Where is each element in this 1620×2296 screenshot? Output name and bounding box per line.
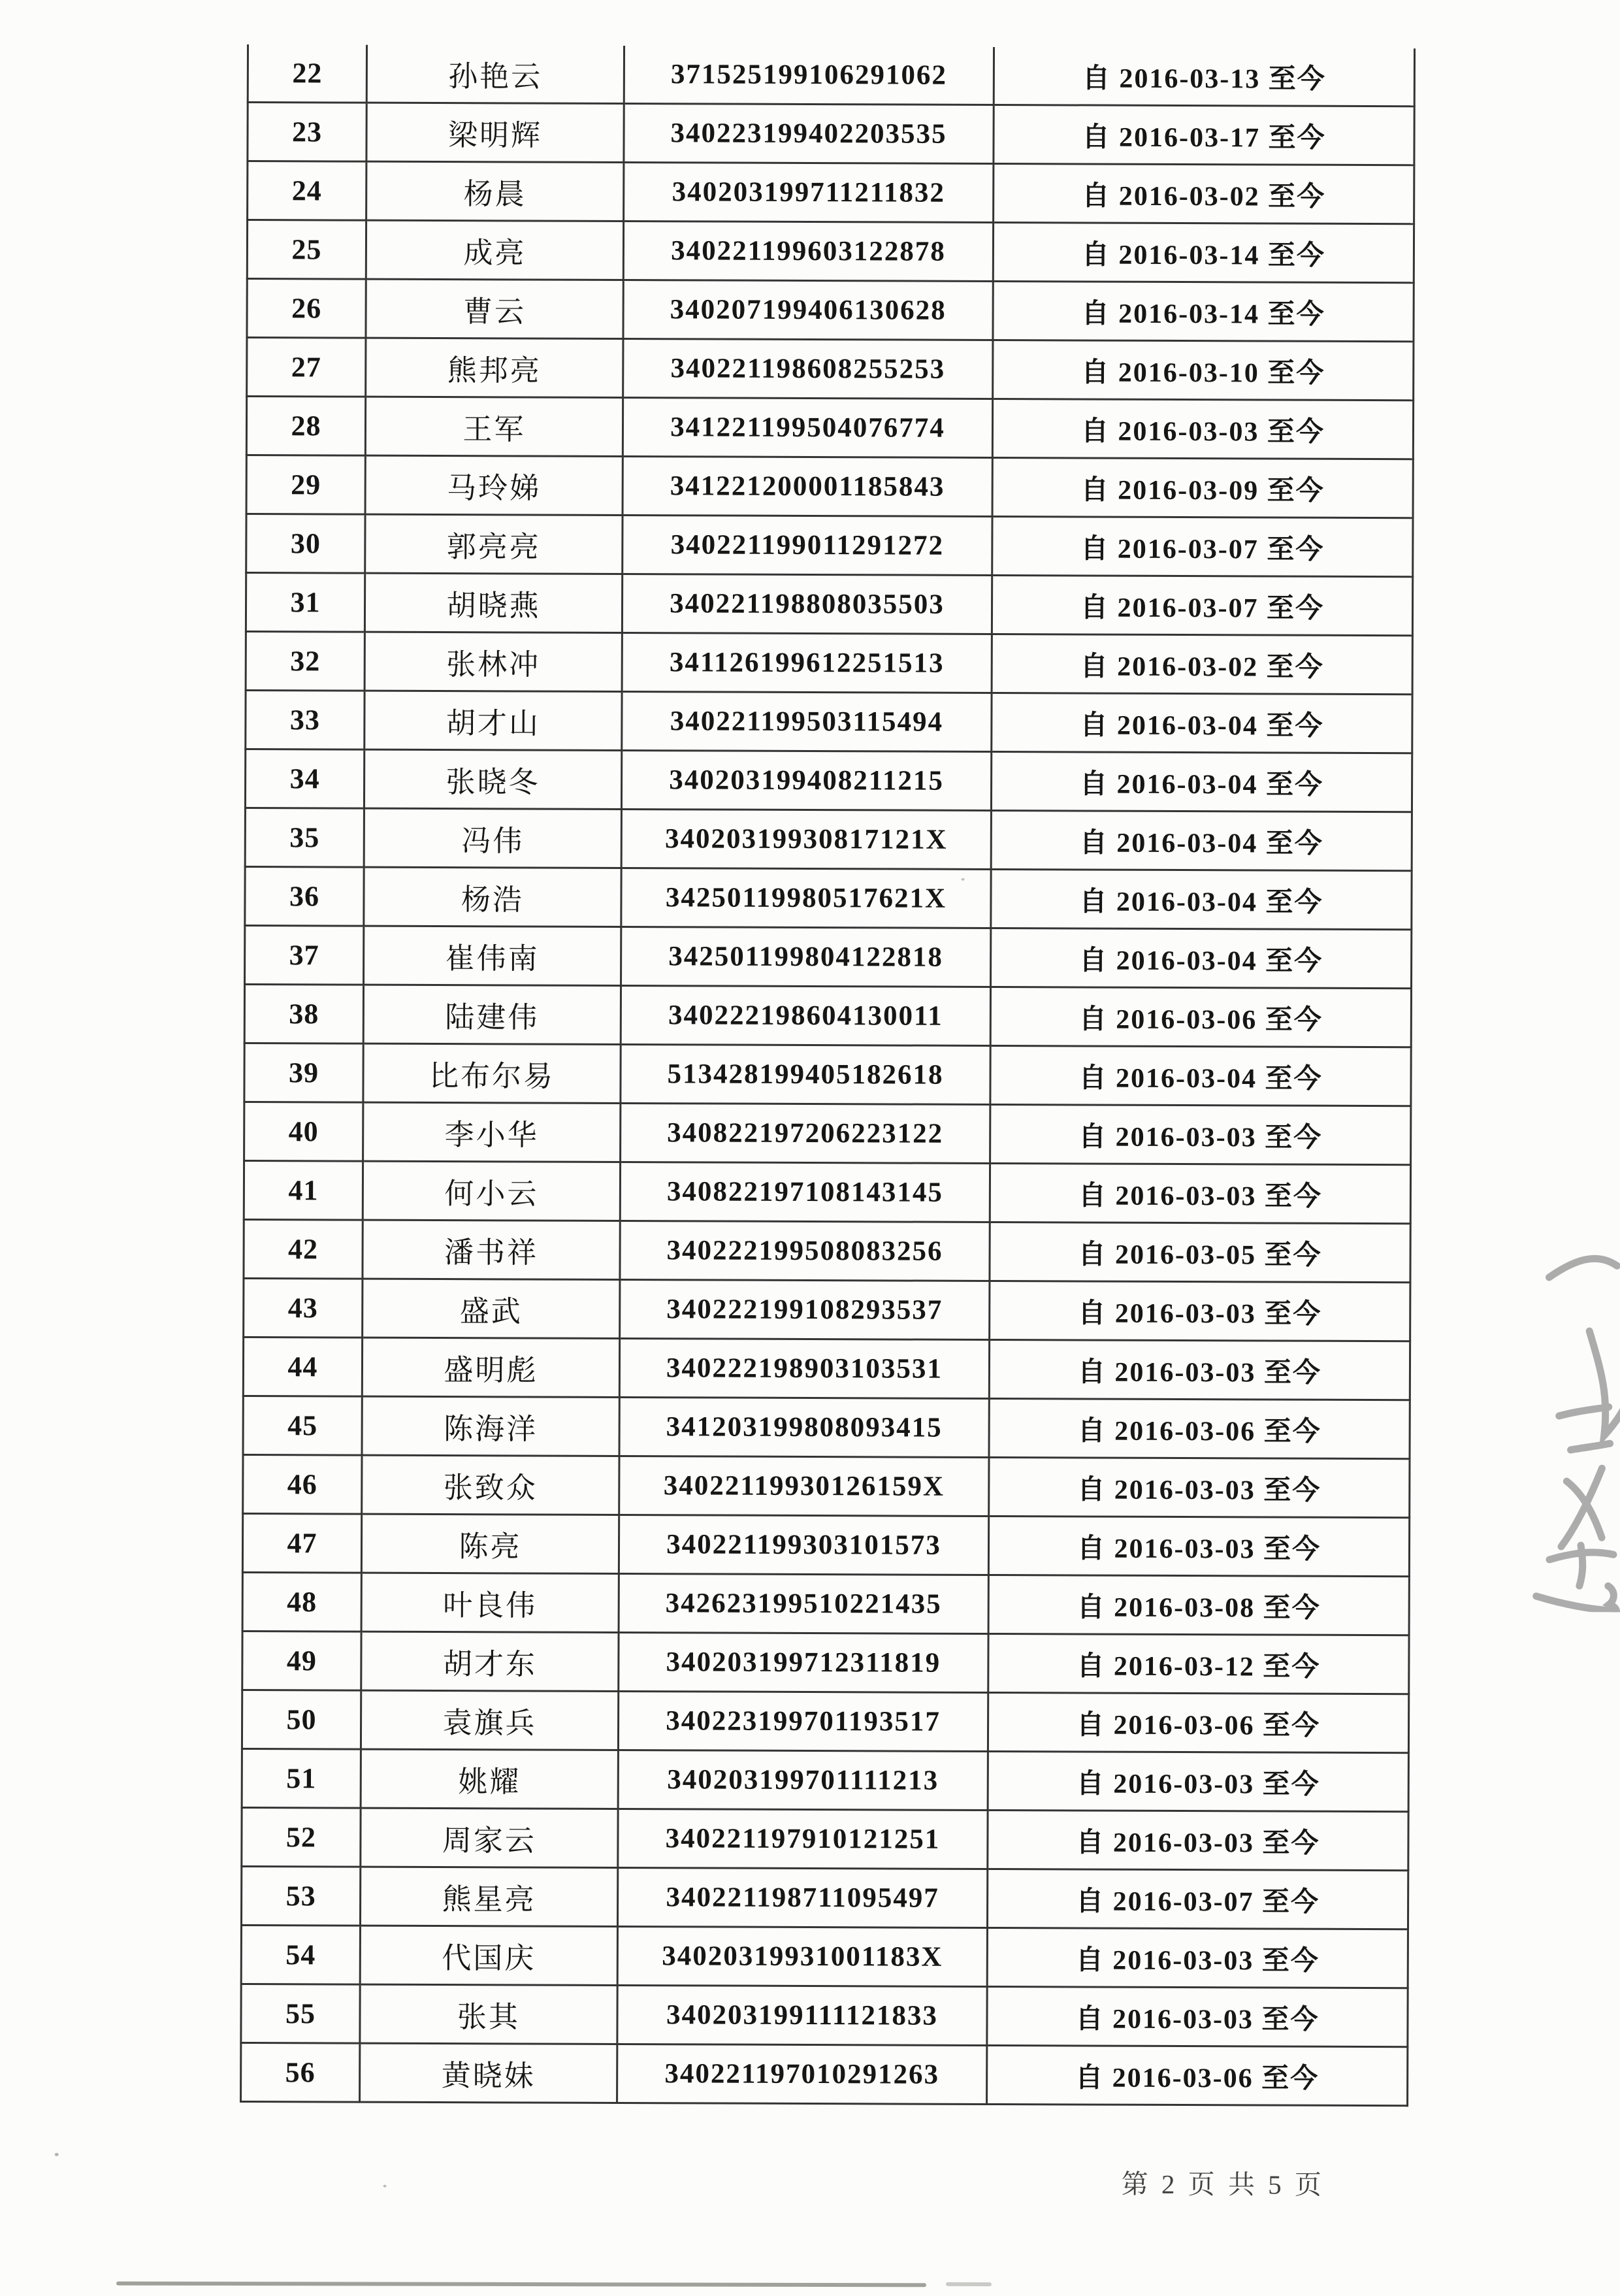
- period-cell: 自 2016-03-03 至今: [990, 1163, 1410, 1223]
- name-cell: 杨晨: [366, 161, 624, 221]
- name-cell: 曹云: [366, 279, 623, 338]
- id-number-cell: 341221200001185843: [623, 457, 992, 517]
- name-cell: 郭亮亮: [365, 514, 623, 574]
- period-cell: 自 2016-03-03 至今: [987, 1927, 1408, 1988]
- row-number-cell: 48: [242, 1572, 361, 1632]
- period-cell: 自 2016-03-02 至今: [994, 163, 1414, 223]
- period-cell: 自 2016-03-03 至今: [988, 1516, 1409, 1576]
- table-row: [245, 808, 1412, 870]
- name-cell: 梁明辉: [366, 103, 624, 162]
- id-number-cell: 340203199711211832: [624, 163, 994, 223]
- row-number-cell: 37: [245, 925, 364, 985]
- period-cell: 自 2016-03-06 至今: [987, 2045, 1408, 2105]
- period-cell: 自 2016-03-03 至今: [989, 1457, 1410, 1517]
- scan-edge-artifact: [946, 2282, 992, 2286]
- period-cell: 自 2016-03-14 至今: [993, 222, 1414, 282]
- name-cell: 潘书祥: [363, 1220, 620, 1279]
- table-row: [241, 2042, 1408, 2105]
- row-number-cell: 50: [242, 1690, 361, 1749]
- table-row: [244, 1160, 1410, 1223]
- name-cell: 杨浩: [364, 867, 621, 927]
- row-number-cell: 24: [248, 161, 366, 220]
- period-cell: 自 2016-03-12 至今: [988, 1633, 1409, 1694]
- table-row: [248, 161, 1414, 223]
- table-row: [245, 866, 1412, 929]
- table-row: [248, 102, 1414, 165]
- id-number-cell: 342623199510221435: [619, 1573, 988, 1633]
- table-row: [243, 1454, 1410, 1517]
- name-cell: 比布尔易: [363, 1043, 621, 1103]
- period-cell: 自 2016-03-03 至今: [990, 1281, 1410, 1341]
- row-number-cell: 47: [242, 1513, 361, 1573]
- scan-speck: [962, 878, 965, 881]
- table-row: [243, 1396, 1410, 1458]
- table-row: [247, 278, 1414, 341]
- row-number-cell: 33: [246, 690, 364, 749]
- period-cell: 自 2016-03-03 至今: [988, 1751, 1408, 1811]
- name-cell: 何小云: [363, 1161, 620, 1221]
- name-cell: 黄晓妹: [360, 2043, 617, 2103]
- id-number-cell: 341221199504076774: [623, 398, 992, 458]
- row-number-cell: 43: [244, 1278, 363, 1337]
- row-number-cell: 34: [245, 749, 364, 808]
- name-cell: 冯伟: [364, 808, 621, 868]
- period-cell: 自 2016-03-06 至今: [989, 1398, 1410, 1458]
- name-cell: 周家云: [361, 1808, 618, 1867]
- id-number-cell: 34020319930817121X: [621, 810, 991, 870]
- row-number-cell: 30: [246, 514, 365, 573]
- name-cell: 李小华: [363, 1102, 621, 1162]
- id-number-cell: 340203199408211215: [621, 751, 991, 811]
- id-number-cell: 340222198903103531: [619, 1338, 989, 1398]
- name-cell: 叶良伟: [361, 1573, 619, 1632]
- page-footer: 第 2 页 共 5 页: [1121, 2169, 1325, 2200]
- row-number-cell: 53: [241, 1866, 360, 1926]
- id-number-cell: 34250119980517621X: [621, 868, 991, 928]
- period-cell: 自 2016-03-14 至今: [993, 281, 1414, 341]
- name-cell: 陆建伟: [363, 985, 621, 1044]
- period-cell: 自 2016-03-02 至今: [992, 634, 1412, 694]
- table-row: [241, 1925, 1408, 1988]
- period-cell: 自 2016-03-04 至今: [991, 810, 1412, 870]
- table-row: [242, 1631, 1409, 1694]
- table-row: [244, 1102, 1411, 1164]
- period-cell: 自 2016-03-07 至今: [992, 516, 1413, 576]
- period-cell: 自 2016-03-04 至今: [992, 693, 1412, 753]
- id-number-cell: 513428199405182618: [621, 1044, 990, 1104]
- table-row: [242, 1513, 1409, 1576]
- table-row: [247, 220, 1414, 282]
- period-cell: 自 2016-03-09 至今: [992, 457, 1413, 517]
- row-number-cell: 54: [241, 1925, 360, 1984]
- table-row: [247, 337, 1414, 400]
- id-number-cell: 340221199603122878: [623, 221, 993, 282]
- id-number-cell: 340221199011291272: [623, 516, 992, 576]
- id-number-cell: 340222199108293537: [620, 1279, 990, 1339]
- table-row: [244, 1278, 1410, 1341]
- id-number-cell: 340223199402203535: [624, 104, 994, 164]
- id-number-cell: 341203199808093415: [619, 1397, 989, 1457]
- row-number-cell: 49: [242, 1631, 361, 1690]
- period-cell: 自 2016-03-08 至今: [988, 1575, 1409, 1635]
- table-row: [246, 396, 1413, 459]
- period-cell: 自 2016-03-03 至今: [987, 1986, 1408, 2046]
- row-number-cell: 31: [246, 572, 364, 632]
- id-number-cell: 342501199804122818: [621, 927, 991, 987]
- row-number-cell: 25: [247, 220, 366, 279]
- row-number-cell: 42: [244, 1219, 363, 1279]
- table-row: [243, 1337, 1410, 1400]
- table-row: [242, 1572, 1409, 1635]
- name-cell: 代国庆: [360, 1926, 617, 1985]
- id-number-cell: 340221198808035503: [622, 574, 992, 634]
- row-number-cell: 39: [244, 1043, 363, 1102]
- id-number-cell: 340203199701111213: [618, 1750, 988, 1810]
- id-number-cell: 340221197910121251: [618, 1809, 988, 1869]
- row-number-cell: 38: [244, 984, 363, 1043]
- id-number-cell: 340822197108143145: [620, 1162, 990, 1222]
- name-cell: 袁旗兵: [361, 1690, 618, 1750]
- name-cell: 张其: [360, 1984, 617, 2044]
- table-row: [242, 1748, 1408, 1811]
- row-number-cell: 55: [241, 1984, 360, 2043]
- period-cell: 自 2016-03-06 至今: [990, 987, 1411, 1047]
- id-number-cell: 34022119930126159X: [619, 1456, 989, 1516]
- period-cell: 自 2016-03-04 至今: [991, 928, 1412, 988]
- table-row: [244, 1219, 1410, 1282]
- row-number-cell: 22: [248, 44, 366, 103]
- id-number-cell: 340222199508083256: [620, 1221, 990, 1281]
- name-cell: 姚耀: [361, 1749, 618, 1809]
- row-number-cell: 41: [244, 1160, 363, 1220]
- table-row: [246, 455, 1413, 517]
- name-cell: 熊邦亮: [366, 338, 623, 397]
- period-cell: 自 2016-03-03 至今: [992, 399, 1413, 459]
- table-row: [246, 514, 1413, 576]
- name-cell: 张晓冬: [364, 749, 621, 809]
- name-cell: 胡才山: [364, 691, 622, 750]
- table-row: [244, 984, 1411, 1047]
- id-number-cell: 340223199701193517: [618, 1691, 988, 1751]
- period-cell: 自 2016-03-07 至今: [992, 575, 1412, 635]
- period-cell: 自 2016-03-04 至今: [990, 1045, 1411, 1106]
- name-cell: 胡才东: [361, 1632, 619, 1691]
- row-number-cell: 32: [246, 631, 364, 691]
- name-cell: 王军: [365, 397, 623, 456]
- name-cell: 盛明彪: [362, 1337, 619, 1397]
- row-number-cell: 23: [248, 102, 366, 161]
- period-cell: 自 2016-03-03 至今: [989, 1339, 1410, 1400]
- row-number-cell: 52: [242, 1807, 361, 1867]
- period-cell: 自 2016-03-10 至今: [993, 340, 1414, 400]
- name-cell: 崔伟南: [364, 926, 621, 985]
- row-number-cell: 28: [246, 396, 365, 455]
- period-cell: 自 2016-03-04 至今: [991, 751, 1412, 812]
- table-row: [245, 749, 1412, 812]
- name-cell: 胡晓燕: [364, 573, 622, 632]
- name-cell: 盛武: [363, 1279, 620, 1338]
- id-number-cell: 340221198608255253: [623, 339, 993, 399]
- id-number-cell: 341126199612251513: [622, 633, 992, 693]
- id-number-cell: 340203199712311819: [619, 1632, 988, 1692]
- table-row: [244, 1043, 1411, 1106]
- name-cell: 陈亮: [361, 1514, 619, 1573]
- id-number-cell: 340203199111121833: [617, 1985, 987, 2045]
- table-row: [242, 1690, 1408, 1752]
- id-number-cell: 340222198604130011: [621, 986, 990, 1046]
- table-row: [248, 44, 1414, 107]
- handwritten-stamp-mark: [1510, 1220, 1620, 1613]
- period-cell: 自 2016-03-05 至今: [990, 1222, 1410, 1282]
- id-number-cell: 371525199106291062: [624, 46, 994, 105]
- table-row: [246, 572, 1412, 635]
- row-number-cell: 27: [247, 337, 366, 397]
- scan-speck: [383, 2185, 387, 2188]
- id-number-cell: 340221199503115494: [622, 692, 992, 752]
- period-cell: 自 2016-03-07 至今: [987, 1869, 1408, 1929]
- period-cell: 自 2016-03-04 至今: [991, 869, 1412, 929]
- table-row: [246, 690, 1412, 753]
- name-cell: 张致众: [362, 1455, 619, 1515]
- table-row: [246, 631, 1412, 694]
- period-cell: 自 2016-03-03 至今: [990, 1104, 1411, 1164]
- id-number-cell: 340221199303101573: [619, 1515, 988, 1575]
- id-number-cell: 34020319931001183X: [617, 1926, 987, 1986]
- name-cell: 张林冲: [364, 632, 622, 691]
- roster-table: [240, 44, 1416, 2107]
- table-row: [242, 1807, 1408, 1870]
- row-number-cell: 44: [243, 1337, 362, 1396]
- table-row: [241, 1866, 1408, 1929]
- name-cell: 陈海洋: [362, 1396, 619, 1456]
- name-cell: 孙艳云: [366, 45, 624, 104]
- row-number-cell: 36: [245, 866, 364, 926]
- period-cell: 自 2016-03-03 至今: [988, 1810, 1408, 1870]
- period-cell: 自 2016-03-06 至今: [988, 1692, 1408, 1752]
- row-number-cell: 46: [243, 1454, 362, 1514]
- row-number-cell: 26: [247, 278, 366, 338]
- row-number-cell: 51: [242, 1748, 361, 1808]
- row-number-cell: 29: [246, 455, 365, 514]
- period-cell: 自 2016-03-13 至今: [994, 47, 1414, 107]
- period-cell: 自 2016-03-17 至今: [994, 105, 1414, 165]
- row-number-cell: 40: [244, 1102, 363, 1161]
- row-number-cell: 45: [243, 1396, 362, 1455]
- row-number-cell: 35: [245, 808, 364, 867]
- table-row: [241, 1984, 1408, 2046]
- name-cell: 熊星亮: [360, 1867, 617, 1926]
- id-number-cell: 340221198711095497: [617, 1867, 987, 1927]
- id-number-cell: 340207199406130628: [623, 280, 993, 340]
- row-number-cell: 56: [241, 2042, 360, 2102]
- name-cell: 马玲娣: [365, 455, 623, 515]
- table-row: [245, 925, 1412, 988]
- name-cell: 成亮: [366, 220, 623, 280]
- scan-speck: [55, 2153, 59, 2156]
- id-number-cell: 340221197010291263: [617, 2044, 987, 2104]
- id-number-cell: 340822197206223122: [621, 1103, 990, 1163]
